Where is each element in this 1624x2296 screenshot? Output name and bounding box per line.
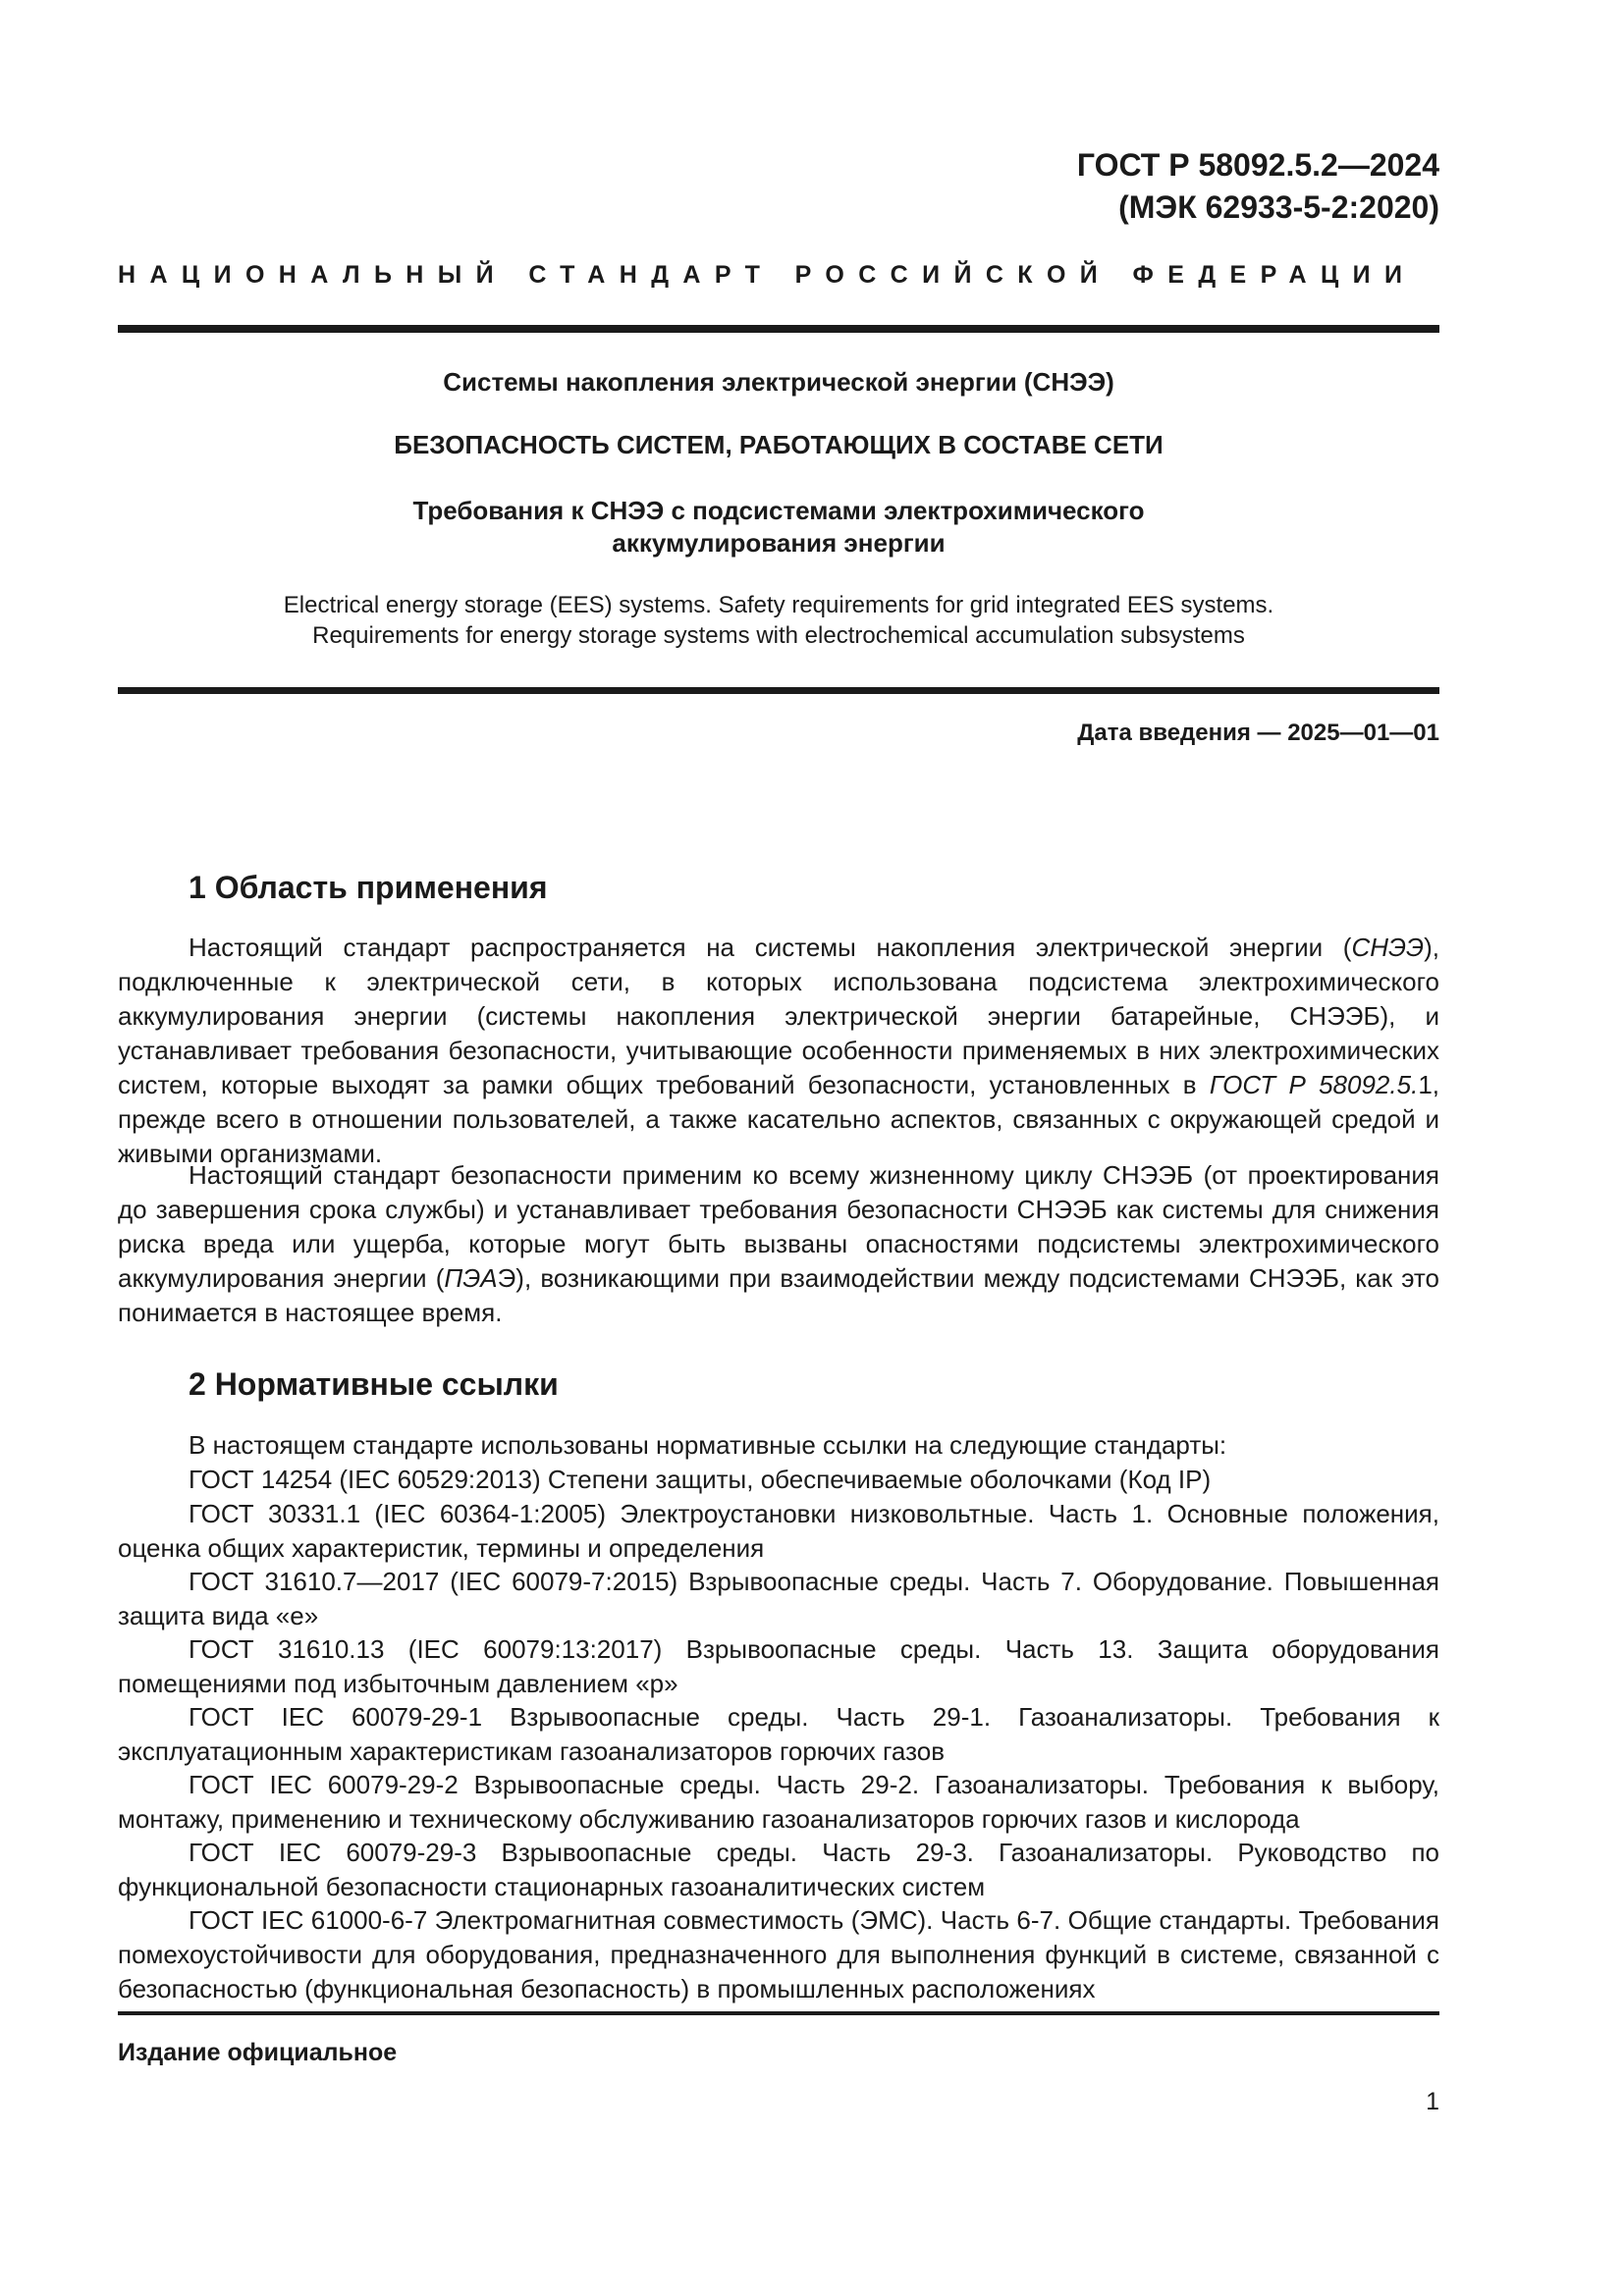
page-number: 1: [1426, 2088, 1439, 2115]
title-line-1: Системы накопления электрической энергии (СНЭЭ): [443, 367, 1114, 397]
reference-item: ГОСТ IEC 60079-29-2 Взрывоопасные среды. Часть 29-2. Газоанализаторы. Требования к выбору, монтажу, применению и техническому обслуживанию газоанализаторов горючих газов и кислорода: [118, 1770, 1439, 1834]
section-2-intro: В настоящем стандарте использованы нормативные ссылки на следующие стандарты:: [189, 1430, 1227, 1460]
title-line-3a: Требования к СНЭЭ с подсистемами электрохимического: [412, 496, 1145, 525]
national-standard-banner: НАЦИОНАЛЬНЫЙ СТАНДАРТ РОССИЙСКОЙ ФЕДЕРАЦИИ: [118, 261, 1417, 289]
title-rule: [118, 687, 1439, 694]
section-1-paragraph-2: [118, 1158, 1439, 1330]
iec-designation: (МЭК 62933-5-2:2020): [1118, 189, 1439, 225]
introduction-date: Дата введения — 2025—01—01: [1077, 720, 1439, 746]
reference-item: ГОСТ 31610.13 (IEC 60079:13:2017) Взрывоопасные среды. Часть 13. Защита оборудования помещениями под избыточным давлением «р»: [118, 1634, 1439, 1698]
english-title-a: Electrical energy storage (EES) systems. Safety requirements for grid integrated EES systems.: [283, 592, 1274, 618]
section-2-heading: 2 Нормативные ссылки: [189, 1366, 559, 1402]
italic-run: ГОСТ Р 58092.5.: [1209, 1070, 1419, 1099]
section-1-heading: 1 Область применения: [189, 870, 548, 905]
reference-item: ГОСТ IEC 60079-29-3 Взрывоопасные среды. Часть 29-3. Газоанализаторы. Руководство по функциональной безопасности стационарных газоаналитических систем: [118, 1838, 1439, 1901]
text-run: Э), возникающими при взаимодействии между подсистемами СНЭЭБ, как это понимается в настоящее время.: [118, 1263, 1439, 1327]
official-edition-label: Издание официальное: [118, 2039, 398, 2066]
text-run: Настоящий стандарт распространяется на системы накопления электрической энергии (: [189, 933, 1352, 962]
header-rule: [118, 325, 1439, 333]
italic-run: ПЭА: [444, 1263, 498, 1293]
title-line-3b: аккумулирования энергии: [612, 528, 946, 558]
reference-item: ГОСТ 30331.1 (IEC 60364-1:2005) Электроустановки низковольтные. Часть 1. Основные положения, оценка общих характеристик, термины и определения: [118, 1499, 1439, 1563]
text-run: Настоящий стандарт безопасности применим ко всему жизненному циклу СНЭЭБ (от проектирования до завершения срока службы) и устанавливает требования безопасности СНЭЭБ как системы для снижения риска вреда или ущерба, которые могут быть вызваны опасностями подсистемы электрохимического аккумулирования энергии (: [118, 1160, 1439, 1293]
reference-item: ГОСТ 14254 (IEC 60529:2013) Степени защиты, обеспечиваемые оболочками (Код IP): [189, 1465, 1212, 1494]
title-line-2: БЕЗОПАСНОСТЬ СИСТЕМ, РАБОТАЮЩИХ В СОСТАВЕ СЕТИ: [394, 430, 1164, 459]
reference-item: ГОСТ IEC 60079-29-1 Взрывоопасные среды. Часть 29-1. Газоанализаторы. Требования к эксплуатационным характеристикам газоанализаторов горючих газов: [118, 1702, 1439, 1766]
footer-rule: [118, 2011, 1439, 2015]
text-run: 1, прежде всего в отношении пользователей, а также касательно аспектов, связанных с окружающей средой и живыми организмами.: [118, 1070, 1439, 1168]
standard-designation: ГОСТ Р 58092.5.2—2024: [1076, 147, 1439, 183]
italic-run: СНЭЭ: [1351, 933, 1425, 962]
english-title-b: Requirements for energy storage systems with electrochemical accumulation subsystems: [312, 622, 1245, 649]
section-1-paragraph-1: [118, 931, 1439, 1171]
text-run: ), подключенные к электрической сети, в которых использована подсистема электрохимического аккумулирования энергии (системы накопления электрической энергии батарейные, СНЭЭБ), и устанавливает требования безопасности, учитывающие особенности применяемых в них электрохимических систем, которые выходят за рамки общих требований безопасности, установленных в: [118, 933, 1439, 1099]
reference-item: ГОСТ IEC 61000-6-7 Электромагнитная совместимость (ЭМС). Часть 6-7. Общие стандарты. Требования помехоустойчивости для оборудования, предназначенного для выполнения функций в системе, связанной с безопасностью (функциональная безопасность) в промышленных расположениях: [118, 1905, 1439, 2003]
reference-item: ГОСТ 31610.7—2017 (IEC 60079-7:2015) Взрывоопасные среды. Часть 7. Оборудование. Повышенная защита вида «е»: [118, 1567, 1439, 1630]
